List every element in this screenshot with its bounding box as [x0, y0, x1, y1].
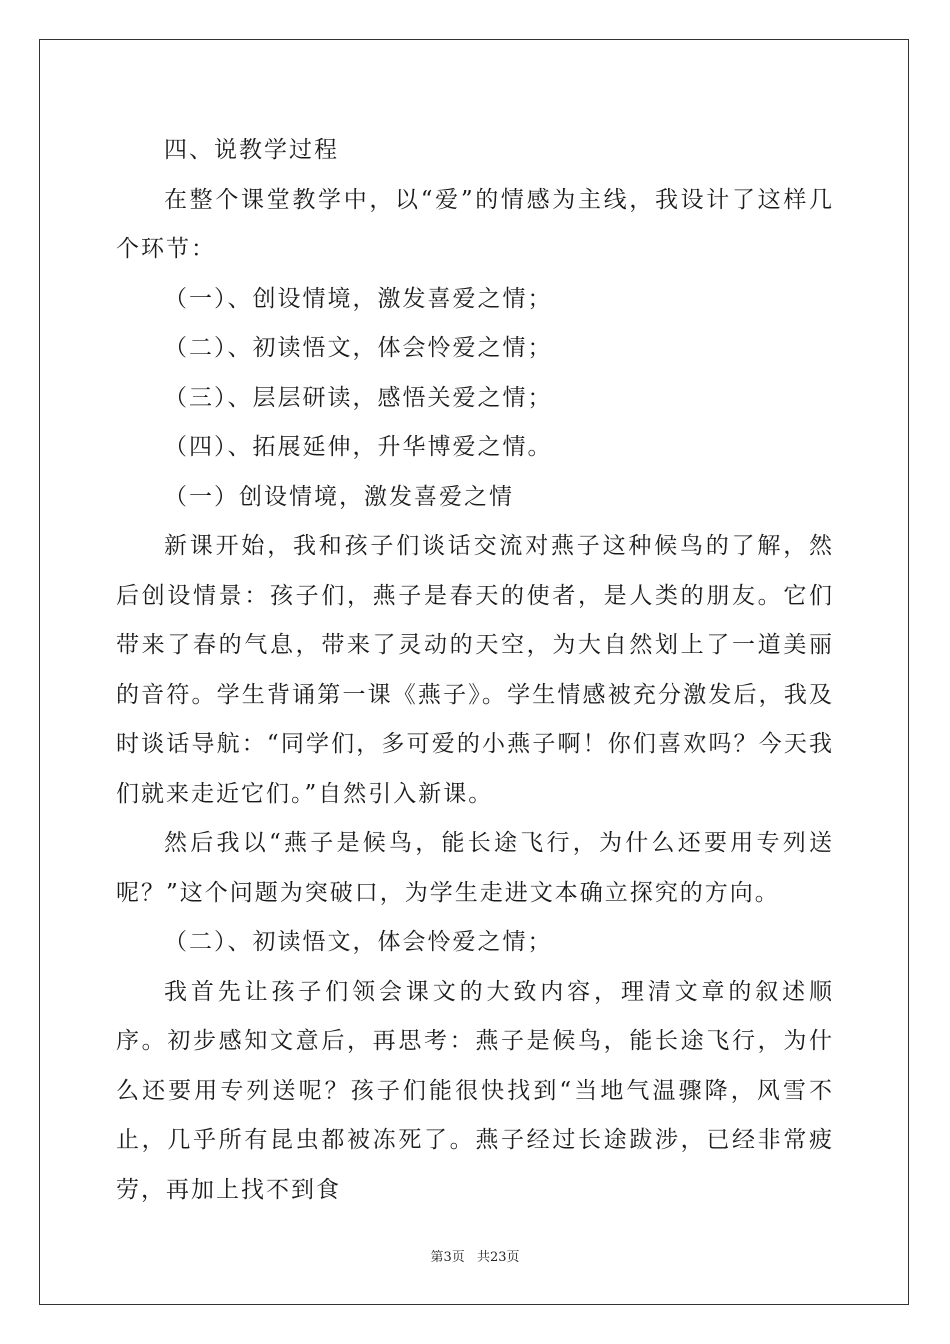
body-paragraph: 然后我以“燕子是候鸟，能长途飞行，为什么还要用专列送呢？”这个问题为突破口，为学生走进文本确立探究的方向。 — [116, 830, 834, 906]
body-paragraph: 我首先让孩子们领会课文的大致内容，理清文章的叙述顺序。初步感知文意后，再思考：燕子是候鸟，能长途飞行，为什么还要用专列送呢？孩子们能很快找到“当地气温骤降，风雪不止，几乎所有昆虫都被冻死了。燕子经过长途跋涉，已经非常疲劳，再加上找不到食 — [116, 978, 834, 1203]
list-item-1: （一）、创设情境，激发喜爱之情； — [164, 285, 553, 312]
list-item-3: （三）、层层研读，感悟关爱之情； — [164, 384, 553, 411]
subsection-heading-2: （二）、初读悟文，体会怜爱之情； — [164, 929, 553, 955]
list-item-4: （四）、拓展延伸，升华博爱之情。 — [164, 434, 553, 460]
subsection-heading-1: （一）创设情境，激发喜爱之情 — [164, 483, 514, 510]
page-footer — [0, 1246, 950, 1265]
page-number: 第3页 — [430, 1250, 465, 1265]
document-body — [116, 126, 834, 1215]
body-paragraph: 新课开始，我和孩子们谈话交流对燕子这种候鸟的了解，然后创设情景：孩子们，燕子是春天的使者，是人类的朋友。它们带来了春的气息，带来了灵动的天空，为大自然划上了一道美丽的音符。学生背诵第一课《燕子》。学生情感被充分激发后，我及时谈话导航：“同学们，多可爱的小燕子啊！你们喜欢吗？今天我们就来走近它们。”自然引入新课。 — [116, 533, 834, 807]
intro-paragraph: 在整个课堂教学中，以“爱”的情感为主线，我设计了这样几个环节： — [116, 186, 834, 262]
page-total: 共23页 — [476, 1250, 520, 1265]
list-item-2: （二）、初读悟文，体会怜爱之情； — [164, 335, 553, 361]
section-heading: 四、说教学过程 — [164, 137, 339, 163]
